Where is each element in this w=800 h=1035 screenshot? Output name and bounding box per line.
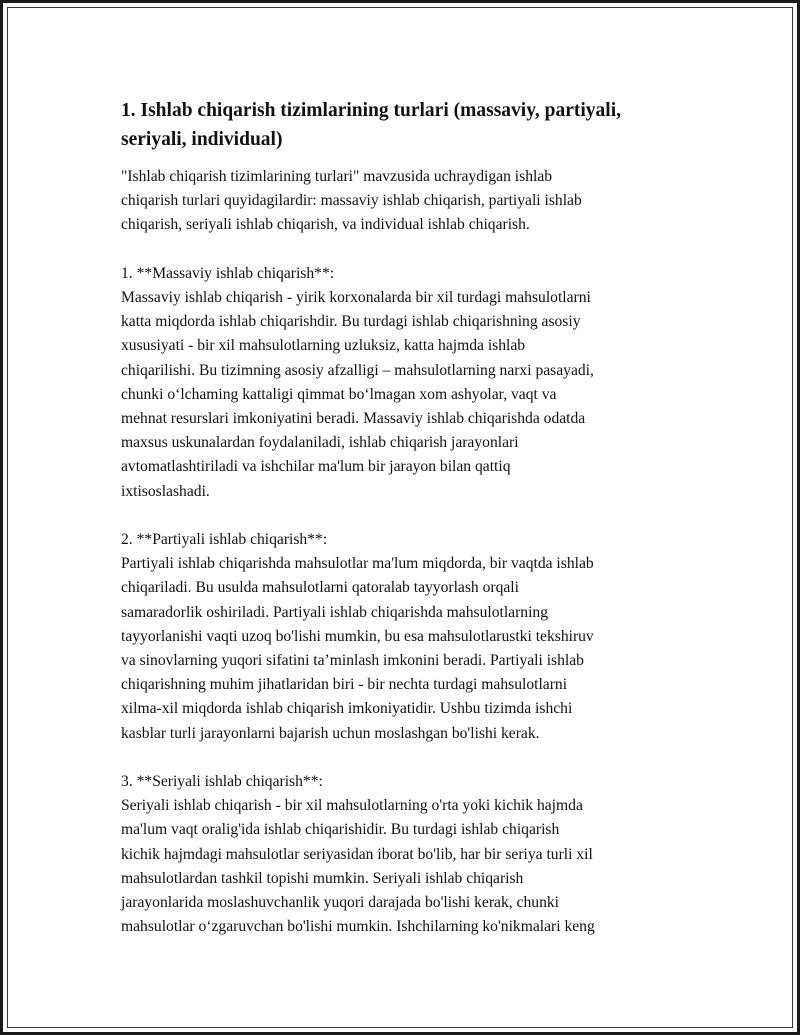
text-line: chiqarish, seriyali ishlab chiqarish, va individual ishlab chiqarish. <box>121 216 530 234</box>
text-line: ma'lum vaqt oralig'ida ishlab chiqarishidir. Bu turdagi ishlab chiqarish <box>121 821 560 839</box>
text-line: mahsulotlardan tashkil topishi mumkin. Seriyali ishlab chiqarish <box>121 869 524 887</box>
text-line: kasblar turli jarayonlarni bajarish uchun moslashgan bo'lishi kerak. <box>121 724 540 742</box>
text-line: xilma-xil miqdorda ishlab chiqarish imkoniyatidir. Ushbu tizimda ishchi <box>121 700 573 718</box>
text-line: mehnat resurslari imkoniyatini beradi. Massaviy ishlab chiqarishda odatda <box>121 410 586 428</box>
text-line: jarayonlarida moslashuvchanlik yuqori darajada bo'lishi kerak, chunki <box>121 894 560 912</box>
text-line: kichik hajmdagi mahsulotlar seriyasidan iborat bo'lib, har bir seriya turli xil <box>121 845 593 863</box>
title-line: 1. Ishlab chiqarish tizimlarining turlari (massaviy, partiyali, <box>121 100 621 121</box>
section-heading: 3. **Seriyali ishlab chiqarish**: <box>121 773 323 791</box>
text-line: maxsus uskunalardan foydalaniladi, ishlab chiqarish jarayonlari <box>121 434 519 452</box>
text-line: chiqarilishi. Bu tizimning asosiy afzalligi – mahsulotlarning narxi pasayadi, <box>121 361 594 379</box>
text-line: xususiyati - bir xil mahsulotlarning uzluksiz, katta hajmda ishlab <box>121 337 526 355</box>
text-line: chiqarishning muhim jihatlaridan biri - bir nechta turdagi mahsulotlarni <box>121 676 568 694</box>
text-line: samaradorlik oshiriladi. Partiyali ishlab chiqarishda mahsulotlarning <box>121 603 549 621</box>
title-line: seriyali, individual) <box>121 129 283 150</box>
section-massaviy <box>121 262 691 504</box>
text-line: tayyorlanishi vaqti uzoq bo'lishi mumkin, bu esa mahsulotlarustki tekshiruv <box>121 627 594 645</box>
intro-paragraph <box>121 165 691 238</box>
text-line: Seriyali ishlab chiqarish - bir xil mahsulotlarning o'rta yoki kichik hajmda <box>121 797 583 815</box>
text-line: chiqarish turlari quyidagilardir: massaviy ishlab chiqarish, partiyali ishlab <box>121 192 582 210</box>
text-line: avtomatlashtiriladi va ishchilar ma'lum bir jarayon bilan qattiq <box>121 458 511 476</box>
text-line: mahsulotlar o‘zgaruvchan bo'lishi mumkin. Ishchilarning ko'nikmalari keng <box>121 918 595 936</box>
text-line: va sinovlarning yuqori sifatini ta’minlash imkonini beradi. Partiyali ishlab <box>121 652 584 670</box>
section-partiyali <box>121 528 691 746</box>
section-heading: 2. **Partiyali ishlab chiqarish**: <box>121 531 328 549</box>
text-line: Partiyali ishlab chiqarishda mahsulotlar ma'lum miqdorda, bir vaqtda ishlab <box>121 555 594 573</box>
text-line: "Ishlab chiqarish tizimlarining turlari" mavzusida uchraydigan ishlab <box>121 168 553 185</box>
text-line: ixtisoslashadi. <box>121 482 210 500</box>
section-heading: 1. **Massaviy ishlab chiqarish**: <box>121 264 335 282</box>
text-line: chunki o‘lchaming kattaligi qimmat bo‘lmagan xom ashyolar, vaqt va <box>121 385 557 403</box>
document-title <box>121 96 691 154</box>
text-line: katta miqdorda ishlab chiqarishdir. Bu turdagi ishlab chiqarishning asosiy <box>121 313 581 331</box>
section-seriyali <box>121 770 691 939</box>
document-body <box>121 96 691 964</box>
text-line: Massaviy ishlab chiqarish - yirik korxonalarda bir xil turdagi mahsulotlarni <box>121 289 591 306</box>
text-line: chiqariladi. Bu usulda mahsulotlarni qatoralab tayyorlash orqali <box>121 579 519 597</box>
